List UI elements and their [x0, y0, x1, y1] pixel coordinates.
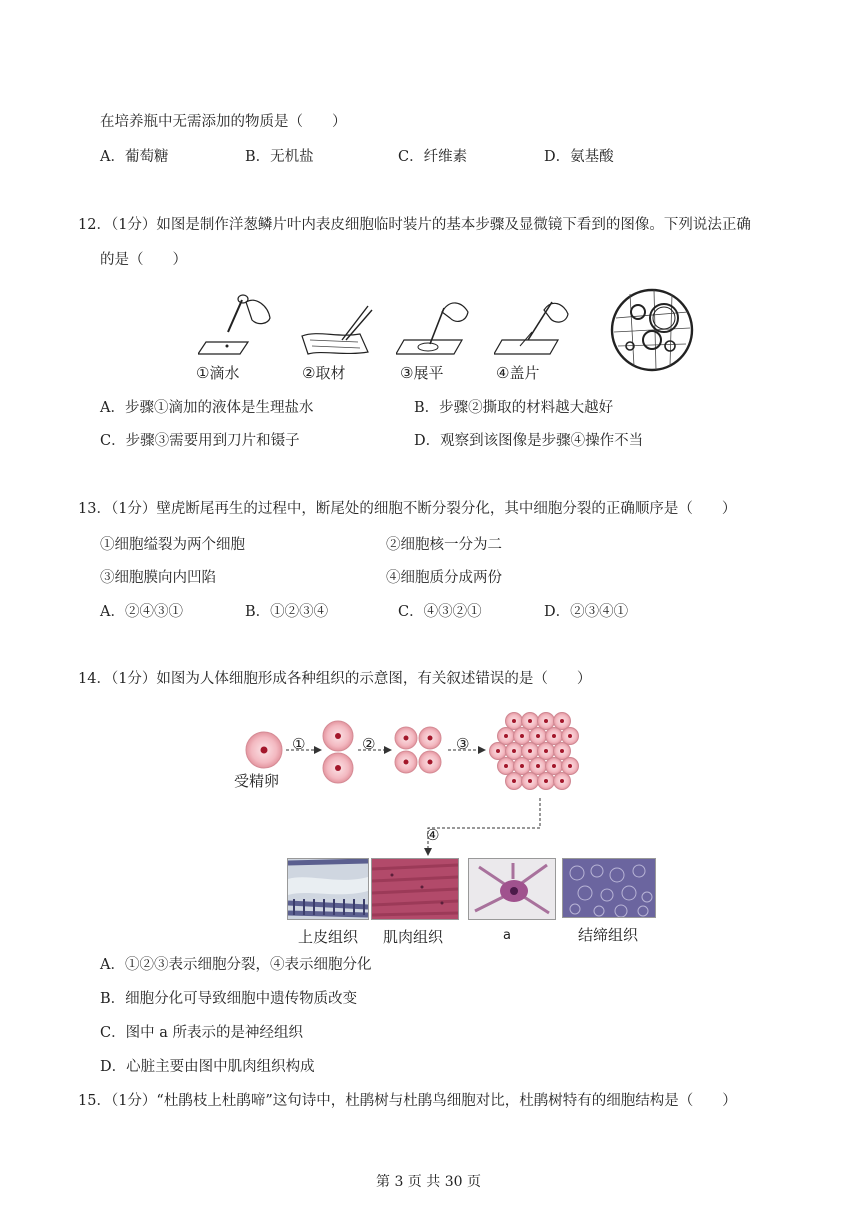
q12-step1-label: ①滴水 — [196, 364, 240, 382]
cluster-cell-nucleus — [512, 779, 516, 783]
cluster-cell-nucleus — [496, 749, 500, 753]
cluster-cell-nucleus — [552, 734, 556, 738]
q14-tissue-label-epithelial: 上皮组织 — [298, 928, 359, 946]
q12-stem-line2: 的是（ ） — [100, 252, 187, 268]
cluster-cell-nucleus — [528, 779, 532, 783]
q12-option-c: C．步骤③需要用到刀片和镊子 — [100, 433, 300, 449]
q14-stem: 14．（1分）如图为人体细胞形成各种组织的示意图，有关叙述错误的是（ ） — [78, 671, 592, 687]
q12-stem-line1: 12．（1分）如图是制作洋葱鳞片叶内表皮细胞临时装片的基本步骤及显微镜下看到的图像。下列说法正确 — [78, 217, 751, 233]
q14-arrow-label-3: ③ — [456, 735, 470, 753]
q14-cell-division-diagram — [228, 698, 608, 858]
q12-step2-take-material-illustration — [298, 292, 378, 360]
cluster-cell-nucleus — [568, 764, 572, 768]
q11-option-a: A．葡萄糖 — [100, 149, 169, 165]
q12-step4-label: ④盖片 — [496, 364, 540, 382]
cluster-cell-nucleus — [520, 734, 524, 738]
q14-tissue-label-connective: 结缔组织 — [578, 926, 639, 944]
cluster-cell-nucleus — [520, 764, 524, 768]
q12-option-b: B．步骤②撕取的材料越大越好 — [414, 400, 614, 416]
q13-item-2: ②细胞核一分为二 — [386, 537, 502, 553]
q13-item-1: ①细胞缢裂为两个细胞 — [100, 537, 245, 553]
cluster-cell-nucleus — [528, 749, 532, 753]
q11-option-b: B．无机盐 — [245, 149, 314, 165]
q13-item-4: ④细胞质分成两份 — [386, 570, 502, 586]
cluster-cell-nucleus — [560, 749, 564, 753]
q14-arrow-label-1: ① — [292, 735, 306, 753]
cluster-cell-nucleus — [512, 749, 516, 753]
q11-option-c: C．纤维素 — [398, 149, 468, 165]
q12-step2-label: ②取材 — [302, 364, 346, 382]
q14-option-a: A．①②③表示细胞分裂，④表示细胞分化 — [100, 957, 372, 973]
page-footer: 第 3 页 共 30 页 — [376, 1174, 481, 1190]
q12-microscope-view-illustration — [610, 288, 694, 372]
q12-option-d: D．观察到该图像是步骤④操作不当 — [414, 433, 644, 449]
cluster-cell-nucleus — [536, 734, 540, 738]
q14-muscle-tissue-image — [371, 858, 459, 920]
q14-nerve-tissue-image — [468, 858, 556, 920]
q14-epithelial-tissue-image — [287, 858, 369, 920]
q14-option-c: C．图中 a 所表示的是神经组织 — [100, 1025, 303, 1041]
q14-tissue-label-muscle: 肌肉组织 — [383, 928, 444, 946]
cluster-cell-nucleus — [568, 734, 572, 738]
q14-zygote-label: 受精卵 — [234, 772, 280, 790]
q11-option-d: D．氨基酸 — [544, 149, 614, 165]
q12-step3-flatten-illustration — [396, 292, 476, 360]
cluster-cell-nucleus — [504, 734, 508, 738]
q14-connective-tissue-image — [562, 858, 656, 918]
cluster-cell-nucleus — [512, 719, 516, 723]
q12-step3-label: ③展平 — [400, 364, 444, 382]
q13-option-c: C．④③②① — [398, 604, 482, 620]
q14-option-d: D．心脏主要由图中肌肉组织构成 — [100, 1059, 315, 1075]
cluster-cell-nucleus — [544, 749, 548, 753]
q11-stem: 在培养瓶中无需添加的物质是（ ） — [100, 114, 347, 130]
cluster-cell-nucleus — [544, 779, 548, 783]
q12-option-a: A．步骤①滴加的液体是生理盐水 — [100, 400, 314, 416]
q14-arrow-label-4: ④ — [426, 826, 440, 844]
q13-option-a: A．②④③① — [100, 604, 183, 620]
q14-tissue-label-a: a — [503, 928, 511, 943]
q12-step1-drip-illustration — [198, 292, 278, 360]
q13-option-b: B．①②③④ — [245, 604, 329, 620]
cluster-cell-nucleus — [552, 764, 556, 768]
cluster-cell-nucleus — [560, 719, 564, 723]
q13-option-d: D．②③④① — [544, 604, 629, 620]
q14-arrow-label-2: ② — [362, 735, 376, 753]
cluster-cell-nucleus — [504, 764, 508, 768]
q13-item-3: ③细胞膜向内凹陷 — [100, 570, 216, 586]
q12-step4-cover-slip-illustration — [494, 292, 574, 360]
cluster-cell-nucleus — [560, 779, 564, 783]
q13-stem: 13．（1分）壁虎断尾再生的过程中，断尾处的细胞不断分裂分化，其中细胞分裂的正确顺序是（ ） — [78, 501, 737, 517]
cluster-cell-nucleus — [536, 764, 540, 768]
q15-stem: 15．（1分）“杜鹃枝上杜鹃啼”这句诗中，杜鹃树与杜鹃鸟细胞对比，杜鹃树特有的细胞结构是（ ） — [78, 1093, 737, 1109]
q14-option-b: B．细胞分化可导致细胞中遗传物质改变 — [100, 991, 358, 1007]
cluster-cell-nucleus — [544, 719, 548, 723]
cluster-cell-nucleus — [528, 719, 532, 723]
